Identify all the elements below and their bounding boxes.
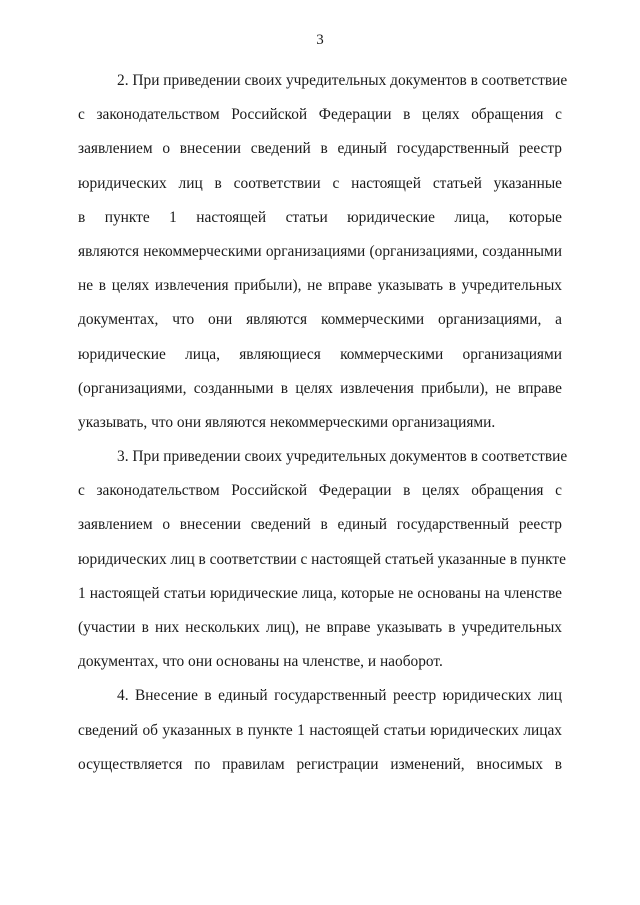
- text-line: указывать, что они являются некоммерческими организациями.: [78, 413, 496, 431]
- text-line: юридических лиц в соответствии с настоящей статьей указанные в пункте: [78, 550, 566, 568]
- text-line: юридические лица, являющиеся коммерческими организациями: [78, 345, 562, 363]
- paragraph-2: [78, 64, 568, 440]
- text-line: заявлением о внесении сведений в единый государственный реестр: [78, 140, 562, 158]
- paragraph-4: [78, 679, 562, 782]
- text-line: документах, что они являются коммерческими организациями, а: [78, 311, 562, 329]
- document-body: [78, 64, 568, 782]
- text-line: 2. При приведении своих учредительных документов в соответствие: [117, 72, 568, 89]
- text-line: в пункте 1 настоящей статьи юридические лица, которые: [78, 208, 562, 226]
- text-line: с законодательством Российской Федерации в целях обращения с: [78, 482, 562, 500]
- text-line: заявлением о внесении сведений в единый государственный реестр: [78, 516, 562, 534]
- text-line: с законодательством Российской Федерации в целях обращения с: [78, 106, 562, 124]
- text-line: документах, что они основаны на членстве, и наоборот.: [78, 653, 443, 671]
- text-line: юридических лиц в соответствии с настоящей статьей указанные: [78, 174, 562, 192]
- page-number: 3: [316, 32, 324, 48]
- text-line: являются некоммерческими организациями (организациями, созданными: [78, 242, 562, 260]
- text-line: не в целях извлечения прибыли), не вправе указывать в учредительных: [78, 277, 562, 295]
- text-line: (организациями, созданными в целях извлечения прибыли), не вправе: [78, 379, 562, 397]
- text-line: 4. Внесение в единый государственный реестр юридических лиц: [117, 687, 562, 705]
- text-line: осуществляется по правилам регистрации изменений, вносимых в: [78, 755, 562, 773]
- text-line: 3. При приведении своих учредительных документов в соответствие: [117, 448, 568, 466]
- text-line: (участии в них нескольких лиц), не вправе указывать в учредительных: [78, 619, 562, 636]
- paragraph-3: [78, 440, 568, 679]
- text-line: сведений об указанных в пункте 1 настоящей статьи юридических лицах: [78, 721, 562, 739]
- text-line: 1 настоящей статьи юридические лица, которые не основаны на членстве: [78, 584, 562, 602]
